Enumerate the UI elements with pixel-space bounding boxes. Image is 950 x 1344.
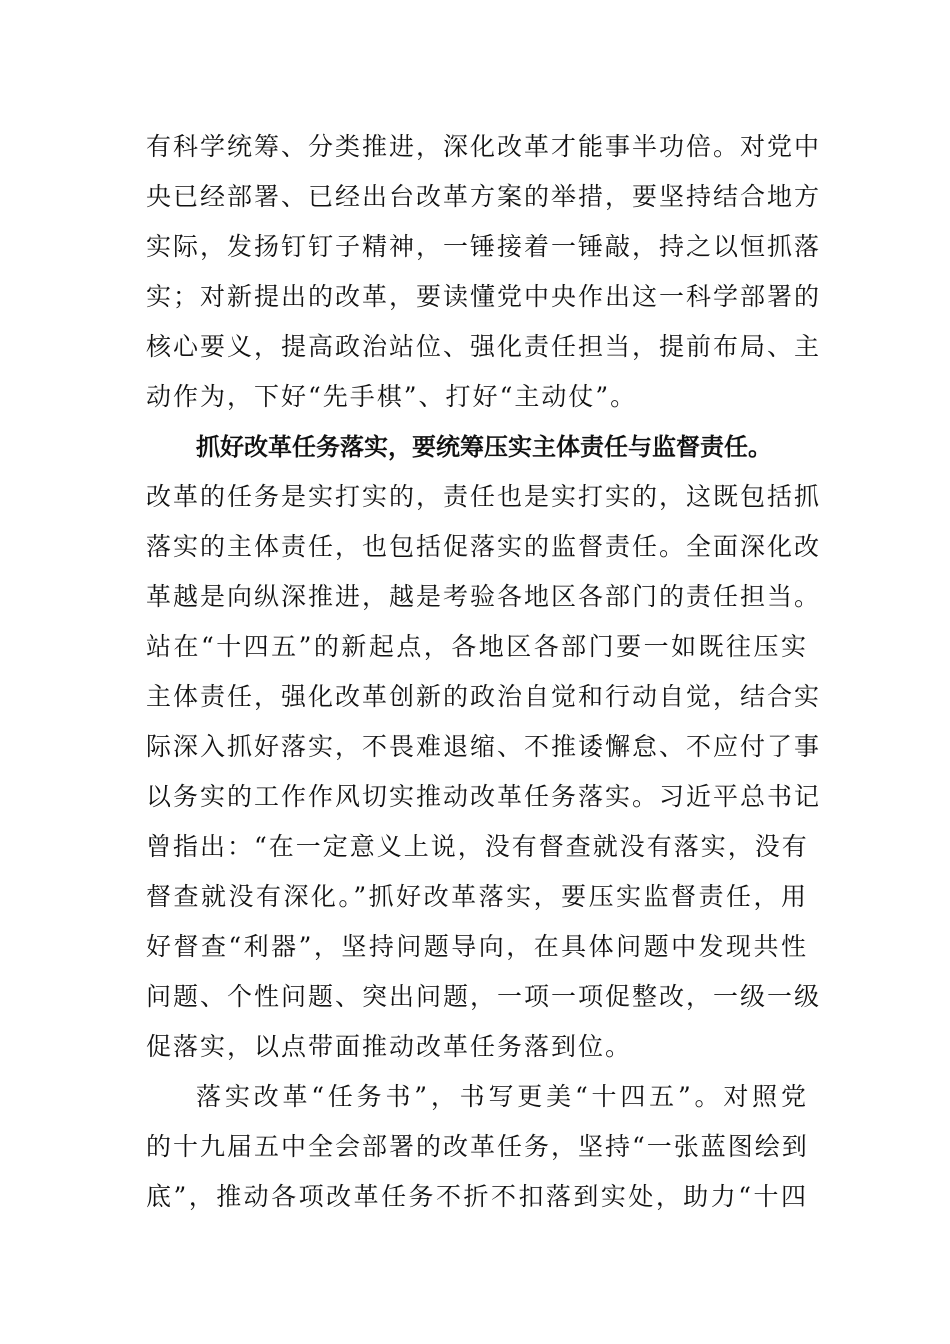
text-line: 问题、个性问题、突出问题，一项一项促整改，一级一级 xyxy=(146,982,822,1011)
text-line: 站在“十四五”的新起点，各地区各部门要一如既往压实 xyxy=(146,632,808,661)
text-line: 央已经部署、已经出台改革方案的举措，要坚持结合地方 xyxy=(146,182,822,211)
text-line: 以务实的工作作风切实推动改革任务落实。习近平总书记 xyxy=(146,782,822,811)
text-line: 落实的主体责任，也包括促落实的监督责任。全面深化改 xyxy=(146,532,822,561)
text-line: 革越是向纵深推进，越是考验各地区各部门的责任担当。 xyxy=(146,582,822,611)
text-line: 实际，发扬钉钉子精神，一锤接着一锤敲，持之以恒抓落 xyxy=(146,232,822,261)
body-text xyxy=(146,122,822,1222)
text-line: 督查就没有深化。”抓好改革落实，要压实监督责任，用 xyxy=(146,882,808,911)
text-line: 底”，推动各项改革任务不折不扣落到实处，助力“十四 xyxy=(146,1182,808,1211)
text-line: 有科学统筹、分类推进，深化改革才能事半功倍。对党中 xyxy=(146,132,822,161)
text-line: 好督查“利器”，坚持问题导向，在具体问题中发现共性 xyxy=(146,932,808,961)
text-line: 曾指出：“在一定意义上说，没有督查就没有落实，没有 xyxy=(146,832,809,861)
text-line: 动作为，下好“先手棋”、打好“主动仗”。 xyxy=(146,382,638,411)
text-line: 实；对新提出的改革，要读懂党中央作出这一科学部署的 xyxy=(146,282,822,311)
text-line: 的十九届五中全会部署的改革任务，坚持“一张蓝图绘到 xyxy=(146,1132,809,1161)
paragraph-heading: 抓好改革任务落实，要统筹压实主体责任与监督责任。 xyxy=(196,433,772,461)
text-line: 际深入抓好落实，不畏难退缩、不推诿懈怠、不应付了事 xyxy=(146,732,822,761)
text-line: 落实改革“任务书”，书写更美“十四五”。对照党 xyxy=(196,1082,808,1111)
text-line: 核心要义，提高政治站位、强化责任担当，提前布局、主 xyxy=(146,332,822,361)
text-line: 改革的任务是实打实的，责任也是实打实的，这既包括抓 xyxy=(146,482,822,511)
text-line: 主体责任，强化改革创新的政治自觉和行动自觉，结合实 xyxy=(146,682,822,711)
text-line: 促落实，以点带面推动改革任务落到位。 xyxy=(146,1032,633,1061)
